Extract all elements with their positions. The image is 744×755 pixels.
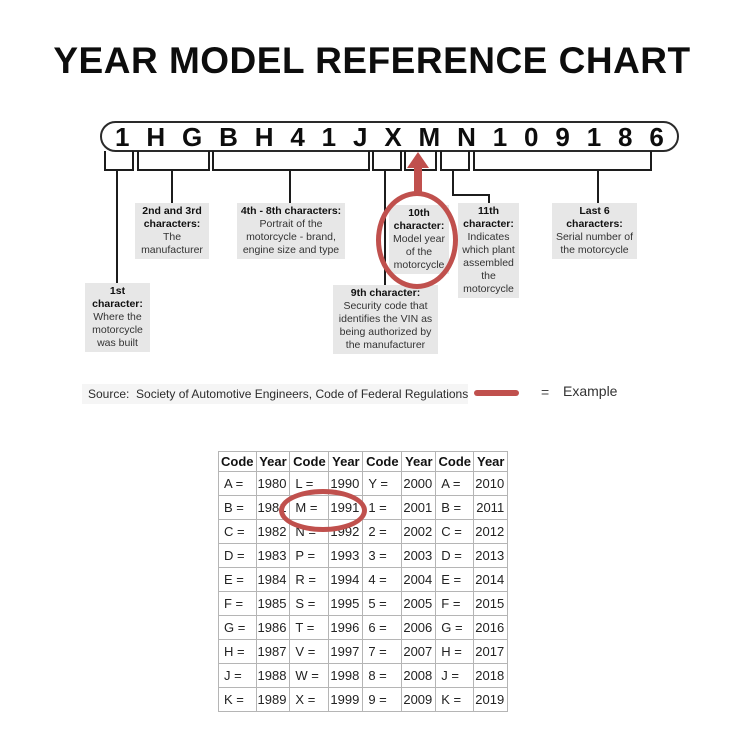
highlight-circle-10th — [376, 191, 458, 289]
vin-character: 9 — [555, 121, 570, 152]
callout-body: Indicates which plant assembled the motorcycle — [462, 231, 515, 295]
callout-body: Portrait of the motorcycle - brand, engine size and type — [242, 218, 340, 256]
callout-body: Where the motorcycle was built — [92, 311, 143, 349]
year-code-table — [218, 451, 508, 712]
code-cell: Y = — [363, 472, 402, 496]
callout-2nd-3rd-characters — [135, 203, 209, 259]
code-cell: D = — [436, 544, 474, 568]
callout-title: 2nd and 3rd characters: — [142, 205, 202, 230]
bracket-9th-character — [372, 151, 402, 171]
year-cell: 1988 — [256, 664, 290, 688]
year-cell: 1990 — [329, 472, 363, 496]
vin-character: 8 — [618, 121, 633, 152]
year-cell: 1999 — [329, 688, 363, 712]
code-cell: P = — [290, 544, 329, 568]
table-row — [219, 664, 508, 688]
year-cell: 1986 — [256, 616, 290, 640]
code-cell: W = — [290, 664, 329, 688]
year-cell: 1998 — [329, 664, 363, 688]
year-cell: 2007 — [402, 640, 436, 664]
table-header-cell: Code — [290, 452, 329, 472]
code-cell: F = — [436, 592, 474, 616]
year-cell: 2006 — [402, 616, 436, 640]
callout-4th-8th-characters — [237, 203, 345, 259]
callout-body: Serial number of the motorcycle — [555, 231, 634, 256]
connector-2nd-3rd — [171, 169, 173, 203]
table-row — [219, 472, 508, 496]
callout-title: 10th character: — [393, 207, 445, 232]
code-cell: H = — [219, 640, 257, 664]
vin-character: 1 — [492, 121, 508, 152]
code-cell: A = — [219, 472, 257, 496]
source-label: Source: Society of Automotive Engineers, Code of Federal Regulations — [82, 384, 468, 404]
callout-body: Security code that identifies the VIN as being authorized by the manufacturer — [338, 300, 433, 351]
code-cell: 2 = — [363, 520, 402, 544]
vin-character: H — [146, 121, 166, 152]
code-cell: K = — [219, 688, 257, 712]
callout-title: 11th character: — [463, 205, 514, 230]
table-row — [219, 616, 508, 640]
vin-character: 1 — [321, 121, 337, 152]
year-cell: 2010 — [474, 472, 508, 496]
year-cell: 1982 — [256, 520, 290, 544]
code-cell: S = — [290, 592, 329, 616]
code-cell: B = — [219, 496, 257, 520]
code-cell: G = — [219, 616, 257, 640]
year-cell: 2018 — [474, 664, 508, 688]
code-cell: 7 = — [363, 640, 402, 664]
year-cell: 1981 — [256, 496, 290, 520]
connector-1st — [116, 169, 118, 283]
code-cell: 3 = — [363, 544, 402, 568]
year-cell: 1980 — [256, 472, 290, 496]
year-cell: 1997 — [329, 640, 363, 664]
bracket-2nd-3rd-characters — [137, 151, 210, 171]
callout-title: 9th character: — [350, 287, 421, 299]
year-cell: 2014 — [474, 568, 508, 592]
vin-character: 1 — [115, 121, 130, 152]
code-cell: 1 = — [363, 496, 402, 520]
year-cell: 1984 — [256, 568, 290, 592]
year-cell: 2000 — [402, 472, 436, 496]
year-cell: 2011 — [474, 496, 508, 520]
example-arrow-icon — [407, 152, 429, 168]
year-cell: 1994 — [329, 568, 363, 592]
vin-character: 0 — [524, 121, 539, 152]
year-cell: 1991 — [329, 496, 363, 520]
vin-character: 6 — [649, 121, 664, 152]
vin-character: X — [384, 121, 402, 152]
code-cell: 6 = — [363, 616, 402, 640]
table-header-row — [219, 452, 508, 472]
vin-character: N — [457, 121, 476, 152]
code-cell: H = — [436, 640, 474, 664]
connector-11th-vertical — [452, 169, 454, 196]
year-cell: 2005 — [402, 592, 436, 616]
year-cell: 2004 — [402, 568, 436, 592]
table-row — [219, 592, 508, 616]
vin-character: B — [219, 121, 238, 152]
table-header-cell: Year — [329, 452, 363, 472]
callout-title: 4th - 8th characters: — [240, 205, 342, 217]
year-cell: 1985 — [256, 592, 290, 616]
code-cell: A = — [436, 472, 474, 496]
table-row — [219, 520, 508, 544]
year-cell: 2013 — [474, 544, 508, 568]
year-cell: 2003 — [402, 544, 436, 568]
code-cell: E = — [219, 568, 257, 592]
year-cell: 1996 — [329, 616, 363, 640]
year-cell: 1983 — [256, 544, 290, 568]
vin-character: 1 — [586, 121, 602, 152]
vin-character: J — [353, 121, 368, 152]
bracket-11th-character — [440, 151, 470, 171]
code-cell: 8 = — [363, 664, 402, 688]
table-header-cell: Code — [363, 452, 402, 472]
code-cell: E = — [436, 568, 474, 592]
code-cell: X = — [290, 688, 329, 712]
vin-character: 4 — [290, 121, 305, 152]
connector-last-6 — [597, 169, 599, 203]
table-header-cell: Year — [474, 452, 508, 472]
callout-1st-character — [85, 283, 150, 352]
year-cell: 1992 — [329, 520, 363, 544]
callout-9th-character — [333, 285, 438, 354]
callout-last-6-characters — [552, 203, 637, 259]
table-header-cell: Year — [402, 452, 436, 472]
year-cell: 2008 — [402, 664, 436, 688]
code-cell: N = — [290, 520, 329, 544]
year-cell: 1987 — [256, 640, 290, 664]
year-cell: 2001 — [402, 496, 436, 520]
vin-character: H — [254, 121, 274, 152]
year-cell: 2015 — [474, 592, 508, 616]
code-cell: M = — [290, 496, 329, 520]
callout-body: The manufacturer — [141, 231, 203, 256]
callout-title: Last 6 characters: — [566, 205, 623, 230]
year-cell: 2016 — [474, 616, 508, 640]
code-cell: T = — [290, 616, 329, 640]
code-cell: J = — [219, 664, 257, 688]
year-cell: 1989 — [256, 688, 290, 712]
table-header-cell: Code — [436, 452, 474, 472]
table-header-cell: Code — [219, 452, 257, 472]
page-title: YEAR MODEL REFERENCE CHART — [53, 40, 691, 81]
code-cell: L = — [290, 472, 329, 496]
year-cell: 2009 — [402, 688, 436, 712]
table-row — [219, 544, 508, 568]
code-cell: 4 = — [363, 568, 402, 592]
code-cell: C = — [219, 520, 257, 544]
equals-sign: = — [541, 384, 550, 400]
callout-body: Model year of the motorcycle — [393, 233, 445, 271]
code-cell: K = — [436, 688, 474, 712]
code-cell: V = — [290, 640, 329, 664]
connector-11th-horizontal — [452, 194, 490, 196]
bracket-4th-8th-characters — [212, 151, 370, 171]
year-cell: 2002 — [402, 520, 436, 544]
bracket-1st-character — [104, 151, 134, 171]
vin-character: G — [181, 121, 203, 152]
code-cell: D = — [219, 544, 257, 568]
year-cell: 1993 — [329, 544, 363, 568]
code-cell: G = — [436, 616, 474, 640]
example-line-icon — [474, 390, 519, 396]
table-header-cell: Year — [256, 452, 290, 472]
table-highlight-ellipse — [279, 489, 367, 532]
callout-11th-character — [458, 203, 519, 298]
table-row — [219, 640, 508, 664]
code-cell: 9 = — [363, 688, 402, 712]
code-cell: C = — [436, 520, 474, 544]
code-cell: 5 = — [363, 592, 402, 616]
code-cell: B = — [436, 496, 474, 520]
year-cell: 1995 — [329, 592, 363, 616]
year-cell: 2017 — [474, 640, 508, 664]
year-cell: 2012 — [474, 520, 508, 544]
code-cell: J = — [436, 664, 474, 688]
example-label: Example — [563, 383, 618, 399]
bracket-last-6-characters — [473, 151, 652, 171]
year-cell: 2019 — [474, 688, 508, 712]
table-row — [219, 688, 508, 712]
table-row — [219, 568, 508, 592]
callout-title: 1st character: — [92, 285, 143, 310]
connector-4th-8th — [289, 169, 291, 203]
code-cell: R = — [290, 568, 329, 592]
vin-character: M — [418, 121, 441, 152]
vin-box — [100, 121, 679, 152]
code-cell: F = — [219, 592, 257, 616]
